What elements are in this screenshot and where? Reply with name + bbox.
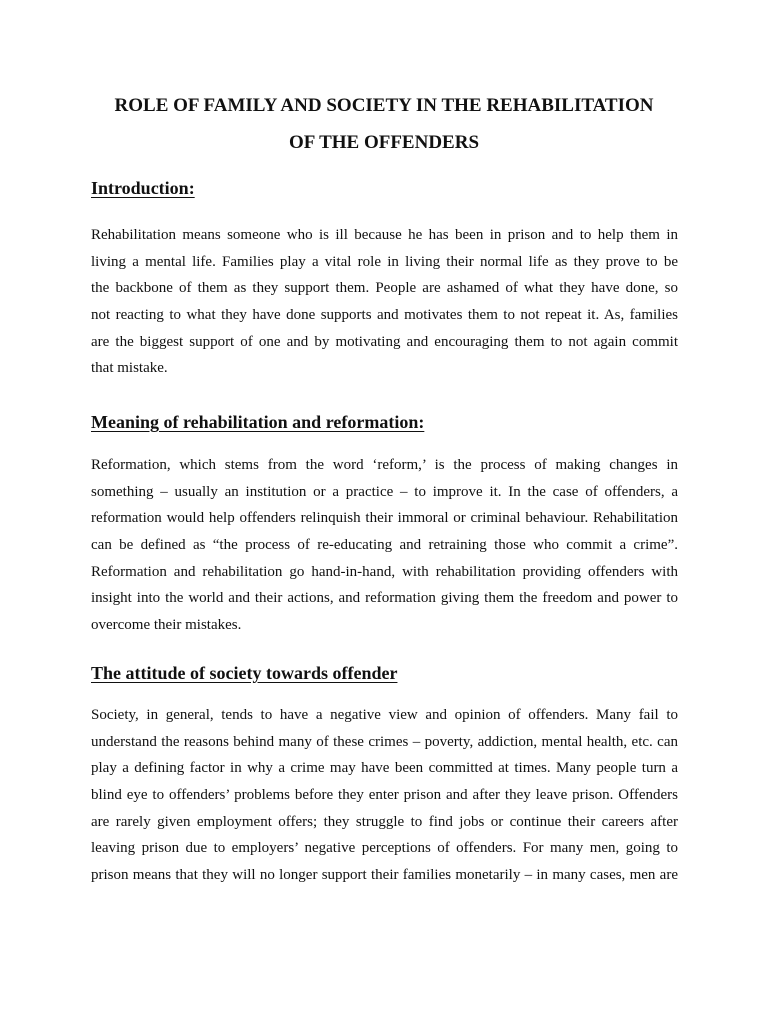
paragraph-line: Rehabilitation means someone who is ill because he has been in prison and to help them in: [91, 227, 678, 243]
paragraph-line: reformation would help offenders relinquish their immoral or criminal behaviour. Rehabilitation: [91, 510, 678, 527]
meaning-heading: Meaning of rehabilitation and reformation:: [91, 412, 425, 432]
paragraph-line: Society, in general, tends to have a negative view and opinion of offenders. Many fail to: [91, 707, 678, 723]
paragraph-line: prison means that they will no longer support their families monetarily – in many cases, men are: [91, 867, 678, 884]
introduction-heading: Introduction:: [91, 178, 195, 198]
paragraph-line: leaving prison due to employers’ negative perceptions of offenders. For many men, going to: [91, 840, 678, 857]
paragraph-line: understand the reasons behind many of these crimes – poverty, addiction, mental health, etc. can: [91, 733, 678, 750]
attitude-paragraph: [91, 702, 678, 889]
document-title-line-2: OF THE OFFENDERS: [288, 132, 480, 153]
paragraph-line: insight into the world and their actions, and reformation giving them the freedom and power to: [91, 590, 678, 607]
paragraph-line: living a mental life. Families play a vital role in living their normal life as they prove to be: [91, 253, 678, 270]
paragraph-line: not reacting to what they have done supports and motivates them to not repeat it. As, families: [91, 307, 678, 324]
paragraph-line: Reformation, which stems from the word ‘reform,’ is the process of making changes in: [91, 457, 678, 473]
paragraph-line: are rarely given employment offers; they struggle to find jobs or continue their careers after: [91, 813, 678, 830]
meaning-paragraph: [91, 452, 678, 639]
paragraph-line: that mistake.: [91, 360, 168, 377]
paragraph-line: blind eye to offenders’ problems before they enter prison and after they leave prison. Offenders: [91, 787, 678, 804]
paragraph-line: overcome their mistakes.: [91, 617, 242, 634]
paragraph-line: are the biggest support of one and by motivating and encouraging them to not again commit: [91, 333, 678, 350]
paragraph-line: play a defining factor in why a crime may have been committed at times. Many people turn a: [91, 760, 678, 777]
introduction-paragraph: [91, 222, 678, 382]
paragraph-line: the backbone of them as they support them. People are ashamed of what they have done, so: [91, 280, 678, 297]
paragraph-line: can be defined as “the process of re-educating and retraining those who commit a crime”.: [91, 537, 678, 554]
attitude-heading: The attitude of society towards offender: [91, 663, 398, 683]
paragraph-line: something – usually an institution or a practice – to improve it. In the case of offenders, a: [91, 483, 678, 500]
document-title-line-1: ROLE OF FAMILY AND SOCIETY IN THE REHABILITATION: [114, 95, 654, 116]
paragraph-line: Reformation and rehabilitation go hand-in-hand, with rehabilitation providing offenders with: [91, 563, 678, 580]
